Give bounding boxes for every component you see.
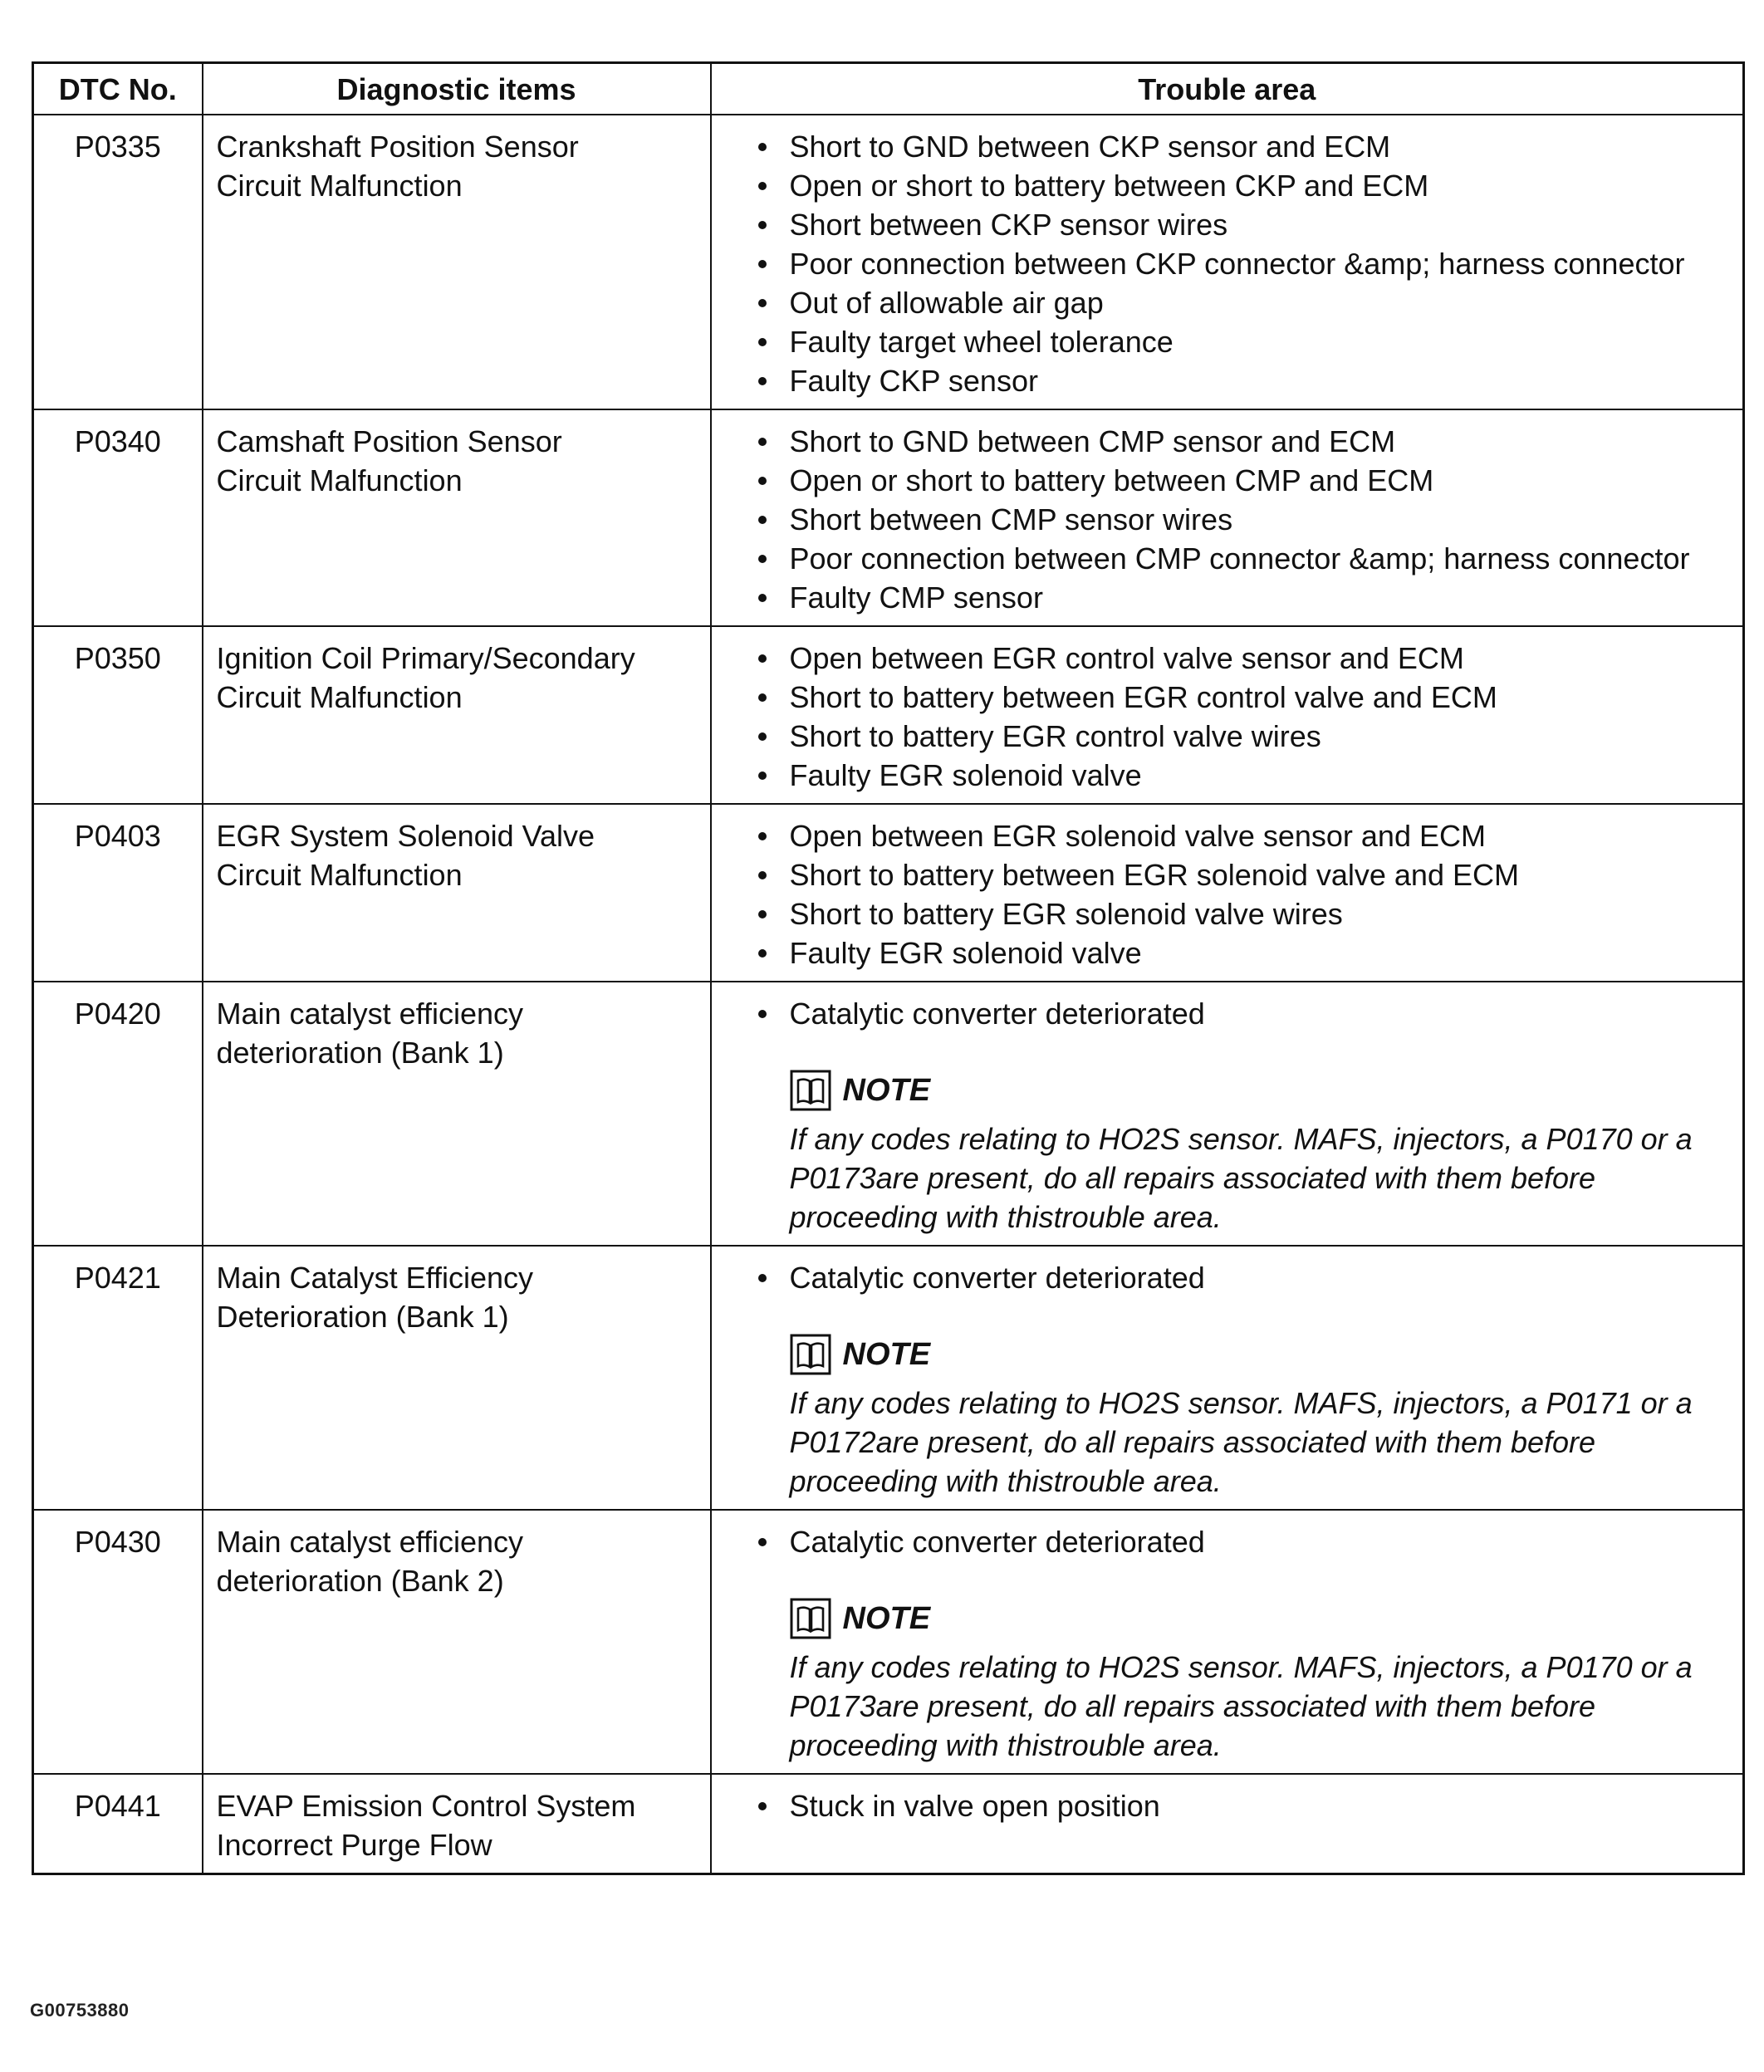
trouble-list [755, 1258, 1732, 1297]
trouble-area [711, 1510, 1744, 1774]
table-row [33, 409, 1744, 626]
trouble-area [711, 115, 1744, 409]
table-row [33, 626, 1744, 804]
table-row [33, 1246, 1744, 1510]
trouble-item: Catalytic converter deteriorated [755, 994, 1732, 1033]
trouble-list [755, 816, 1732, 972]
trouble-item: Catalytic converter deteriorated [755, 1258, 1732, 1297]
dtc-code: P0403 [33, 804, 203, 982]
trouble-area [711, 409, 1744, 626]
dtc-code: P0441 [33, 1774, 203, 1874]
diagnostic-item [203, 1510, 711, 1774]
trouble-item: Open or short to battery between CKP and ECM [755, 166, 1732, 205]
trouble-item: Faulty CKP sensor [755, 361, 1732, 400]
dtc-code: P0421 [33, 1246, 203, 1510]
trouble-list [755, 994, 1732, 1033]
trouble-item: Poor connection between CKP connector &amp; harness connector [755, 244, 1732, 283]
trouble-item: Out of allowable air gap [755, 283, 1732, 322]
note-text: If any codes relating to HO2S sensor. MAFS, injectors, a P0170 or a P0173are present, do all repairs associated with them before proceeding with thistrouble area. [789, 1650, 1693, 1762]
table-row [33, 1774, 1744, 1874]
trouble-item: Poor connection between CMP connector &amp; harness connector [755, 539, 1732, 578]
dtc-code: P0335 [33, 115, 203, 409]
diagnostic-item-line: Main catalyst efficiency [216, 1525, 523, 1559]
note-label: NOTE [842, 1336, 931, 1372]
trouble-item: Short to battery EGR control valve wires [755, 717, 1732, 756]
note-label: NOTE [842, 1072, 931, 1108]
table-row [33, 115, 1744, 409]
trouble-item: Open or short to battery between CMP and ECM [755, 461, 1732, 500]
trouble-area [711, 1774, 1744, 1874]
diagnostic-item [203, 1774, 711, 1874]
table-body [33, 115, 1744, 1874]
trouble-item: Catalytic converter deteriorated [755, 1522, 1732, 1561]
trouble-area [711, 804, 1744, 982]
trouble-item: Short to battery EGR solenoid valve wires [755, 894, 1732, 933]
trouble-item: Faulty target wheel tolerance [755, 322, 1732, 361]
trouble-list [755, 422, 1732, 617]
dtc-table [32, 61, 1745, 1875]
diagnostic-item [203, 409, 711, 626]
diagnostic-item-line: Circuit Malfunction [216, 169, 463, 203]
header-diagnostic-items: Diagnostic items [203, 63, 711, 115]
trouble-item: Faulty EGR solenoid valve [755, 756, 1732, 795]
header-trouble-area: Trouble area [711, 63, 1744, 115]
table-row [33, 804, 1744, 982]
diagnostic-item-line: Circuit Malfunction [216, 463, 463, 497]
note-text: If any codes relating to HO2S sensor. MAFS, injectors, a P0170 or a P0173are present, do all repairs associated with them before proceeding with thistrouble area. [789, 1122, 1693, 1234]
diagnostic-item [203, 1246, 711, 1510]
diagnostic-item-line: Circuit Malfunction [216, 858, 463, 892]
note-header [755, 1066, 1732, 1114]
note-header [755, 1594, 1732, 1643]
dtc-code: P0420 [33, 982, 203, 1246]
trouble-item: Short to GND between CKP sensor and ECM [755, 127, 1732, 166]
trouble-item: Short between CMP sensor wires [755, 500, 1732, 539]
diagnostic-item-line: EVAP Emission Control System [216, 1789, 636, 1823]
trouble-item: Short between CKP sensor wires [755, 205, 1732, 244]
diagnostic-item-line: Main Catalyst Efficiency [216, 1261, 533, 1295]
trouble-list [755, 127, 1732, 400]
trouble-list [755, 639, 1732, 795]
diagnostic-item-line: Crankshaft Position Sensor [216, 130, 579, 164]
trouble-item: Faulty CMP sensor [755, 578, 1732, 617]
dtc-code: P0340 [33, 409, 203, 626]
diagnostic-item-line: Incorrect Purge Flow [216, 1828, 492, 1862]
table-row [33, 1510, 1744, 1774]
diagnostic-item-line: Camshaft Position Sensor [216, 424, 562, 458]
diagnostic-item-line: Deterioration (Bank 1) [216, 1300, 509, 1334]
dtc-code: P0350 [33, 626, 203, 804]
trouble-area [711, 626, 1744, 804]
diagnostic-item-line: deterioration (Bank 2) [216, 1564, 504, 1598]
diagnostic-item-line: Ignition Coil Primary/Secondary [216, 641, 635, 675]
diagnostic-item [203, 626, 711, 804]
diagnostic-item-line: Circuit Malfunction [216, 680, 463, 714]
trouble-item: Short to battery between EGR solenoid valve and ECM [755, 855, 1732, 894]
trouble-list [755, 1522, 1732, 1561]
trouble-area [711, 982, 1744, 1246]
diagnostic-item [203, 115, 711, 409]
note-label: NOTE [842, 1600, 931, 1636]
trouble-item: Short to battery between EGR control valve and ECM [755, 678, 1732, 717]
header-dtc-no: DTC No. [33, 63, 203, 115]
figure-id: G00753880 [30, 2000, 130, 2021]
note-text: If any codes relating to HO2S sensor. MAFS, injectors, a P0171 or a P0172are present, do all repairs associated with them before proceeding with thistrouble area. [789, 1386, 1693, 1498]
diagnostic-item-line: EGR System Solenoid Valve [216, 819, 595, 853]
diagnostic-item [203, 982, 711, 1246]
trouble-item: Open between EGR control valve sensor and ECM [755, 639, 1732, 678]
trouble-item: Stuck in valve open position [755, 1786, 1732, 1825]
trouble-item: Open between EGR solenoid valve sensor and ECM [755, 816, 1732, 855]
diagnostic-item-line: deterioration (Bank 1) [216, 1036, 504, 1070]
trouble-area [711, 1246, 1744, 1510]
trouble-list [755, 1786, 1732, 1825]
dtc-code: P0430 [33, 1510, 203, 1774]
trouble-item: Faulty EGR solenoid valve [755, 933, 1732, 972]
note-header [755, 1330, 1732, 1379]
table-row [33, 982, 1744, 1246]
book-icon [790, 1334, 831, 1375]
diagnostic-item [203, 804, 711, 982]
book-icon [790, 1070, 831, 1111]
trouble-item: Short to GND between CMP sensor and ECM [755, 422, 1732, 461]
diagnostic-item-line: Main catalyst efficiency [216, 997, 523, 1031]
book-icon [790, 1598, 831, 1639]
header-row [33, 63, 1744, 115]
